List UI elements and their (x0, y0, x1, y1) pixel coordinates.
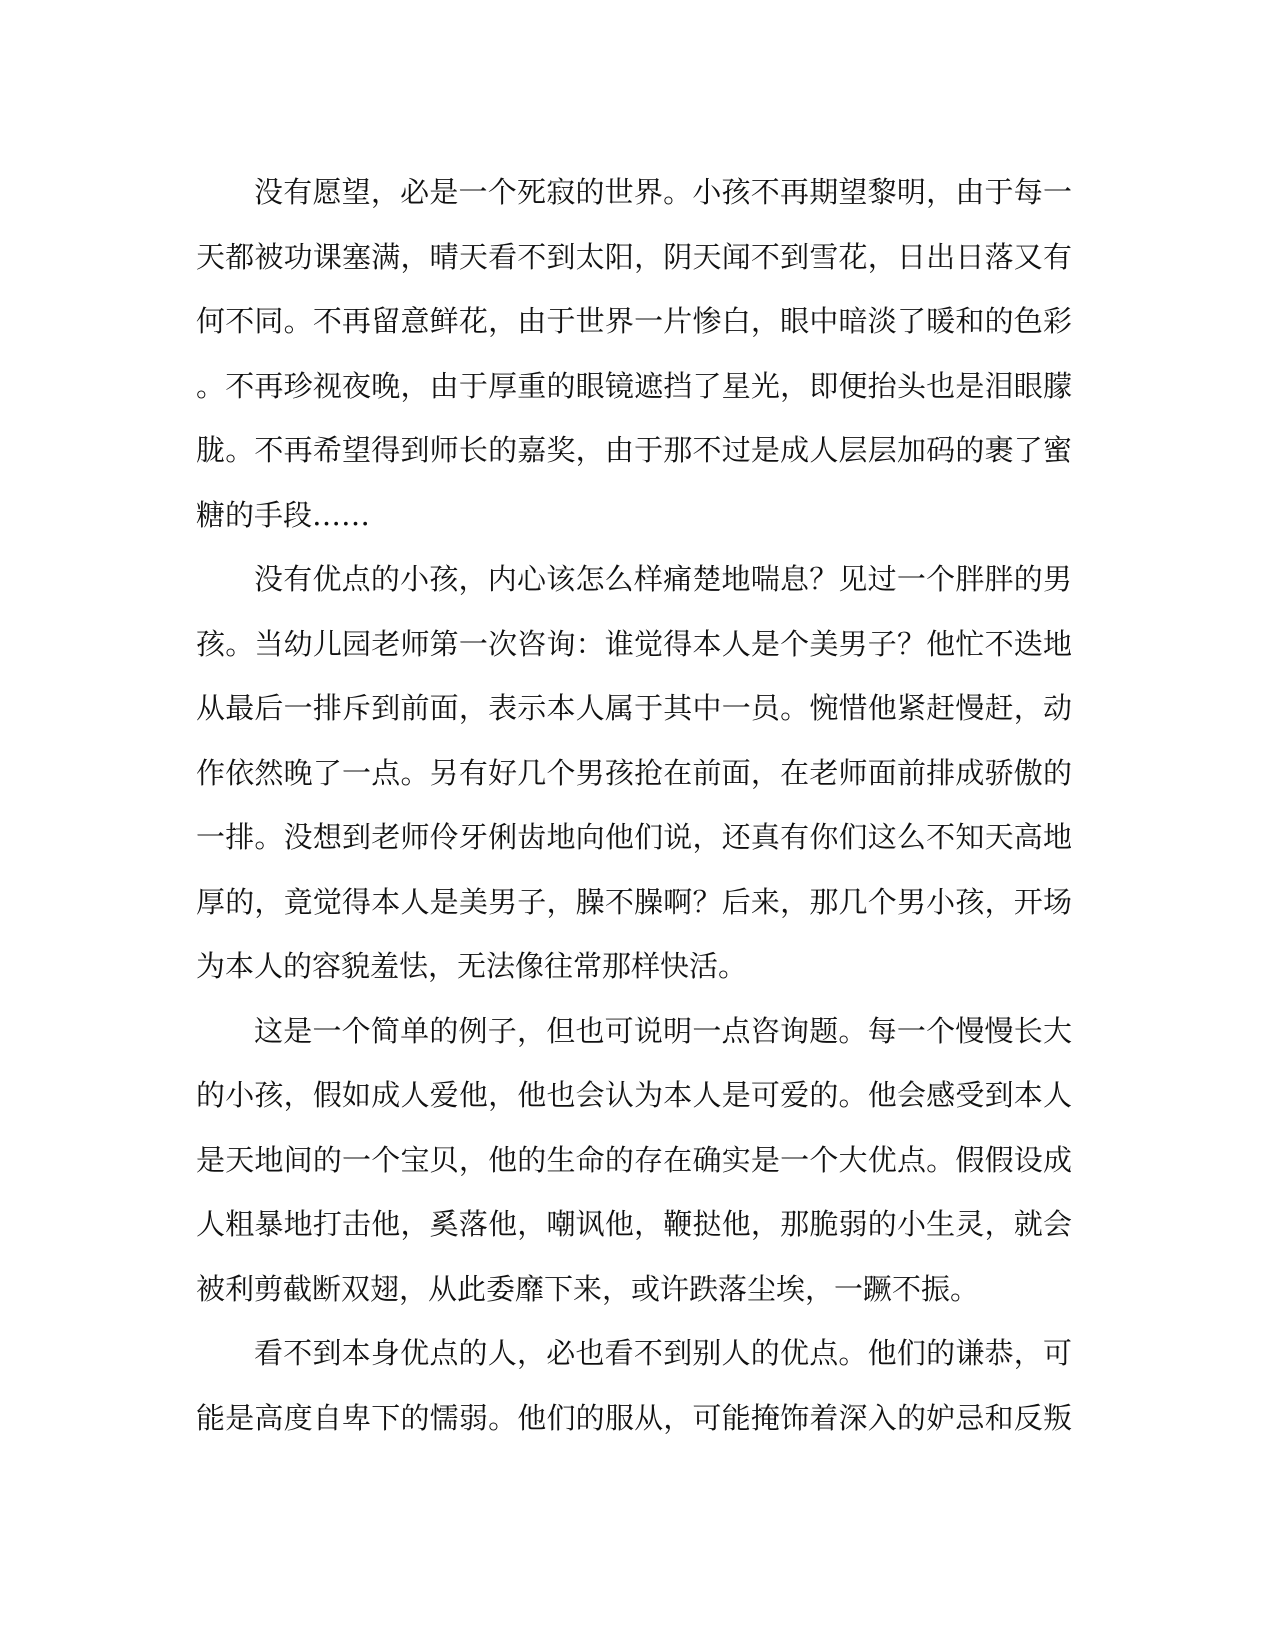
text-line: 作依然晚了一点。另有好几个男孩抢在前面，在老师面前排成骄傲的 (196, 755, 1072, 790)
text-line: 能是高度自卑下的懦弱。他们的服从，可能掩饰着深入的妒忌和反叛 (196, 1400, 1072, 1435)
text-line: 看不到本身优点的人，必也看不到别人的优点。他们的谦恭，可 (254, 1336, 1072, 1370)
paragraph (196, 1321, 1072, 1450)
text-line: 何不同。不再留意鲜花，由于世界一片惨白，眼中暗淡了暖和的色彩 (196, 304, 1072, 338)
text-line: 孩。当幼儿园老师第一次咨询：谁觉得本人是个美男子？他忙不迭地 (196, 626, 1072, 661)
text-line: 。不再珍视夜晚，由于厚重的眼镜遮挡了星光，即便抬头也是泪眼朦 (196, 368, 1072, 403)
text-line: 一排。没想到老师伶牙俐齿地向他们说，还真有你们这么不知天高地 (196, 820, 1072, 854)
text-line: 从最后一排斥到前面，表示本人属于其中一员。惋惜他紧赶慢赶，动 (196, 691, 1072, 725)
text-line: 为本人的容貌羞怯，无法像往常那样快活。 (196, 949, 748, 983)
text-line: 没有优点的小孩，内心该怎么样痛楚地喘息？见过一个胖胖的男 (254, 562, 1072, 596)
text-line: 这是一个简单的例子，但也可说明一点咨询题。每一个慢慢长大 (254, 1013, 1072, 1048)
text-line: 人粗暴地打击他，奚落他，嘲讽他，鞭挞他，那脆弱的小生灵，就会 (196, 1207, 1072, 1241)
text-line: 是天地间的一个宝贝，他的生命的存在确实是一个大优点。假假设成 (196, 1142, 1072, 1177)
paragraph (196, 547, 1072, 999)
text-line: 胧。不再希望得到师长的嘉奖，由于那不过是成人层层加码的裹了蜜 (196, 433, 1072, 467)
text-line: 天都被功课塞满，晴天看不到太阳，阴天闻不到雪花，日出日落又有 (196, 239, 1072, 274)
text-line: 没有愿望，必是一个死寂的世界。小孩不再期望黎明，由于每一 (254, 175, 1072, 209)
text-line: 糖的手段…… (196, 497, 371, 532)
text-line: 被利剪截断双翅，从此委靡下来，或许跌落尘埃，一蹶不振。 (196, 1271, 980, 1306)
document-body (196, 160, 1072, 1450)
paragraph (196, 160, 1072, 547)
text-line: 厚的，竟觉得本人是美男子，臊不臊啊？后来，那几个男小孩，开场 (196, 884, 1072, 919)
paragraph (196, 999, 1072, 1322)
text-line: 的小孩，假如成人爱他，他也会认为本人是可爱的。他会感受到本人 (196, 1078, 1072, 1112)
